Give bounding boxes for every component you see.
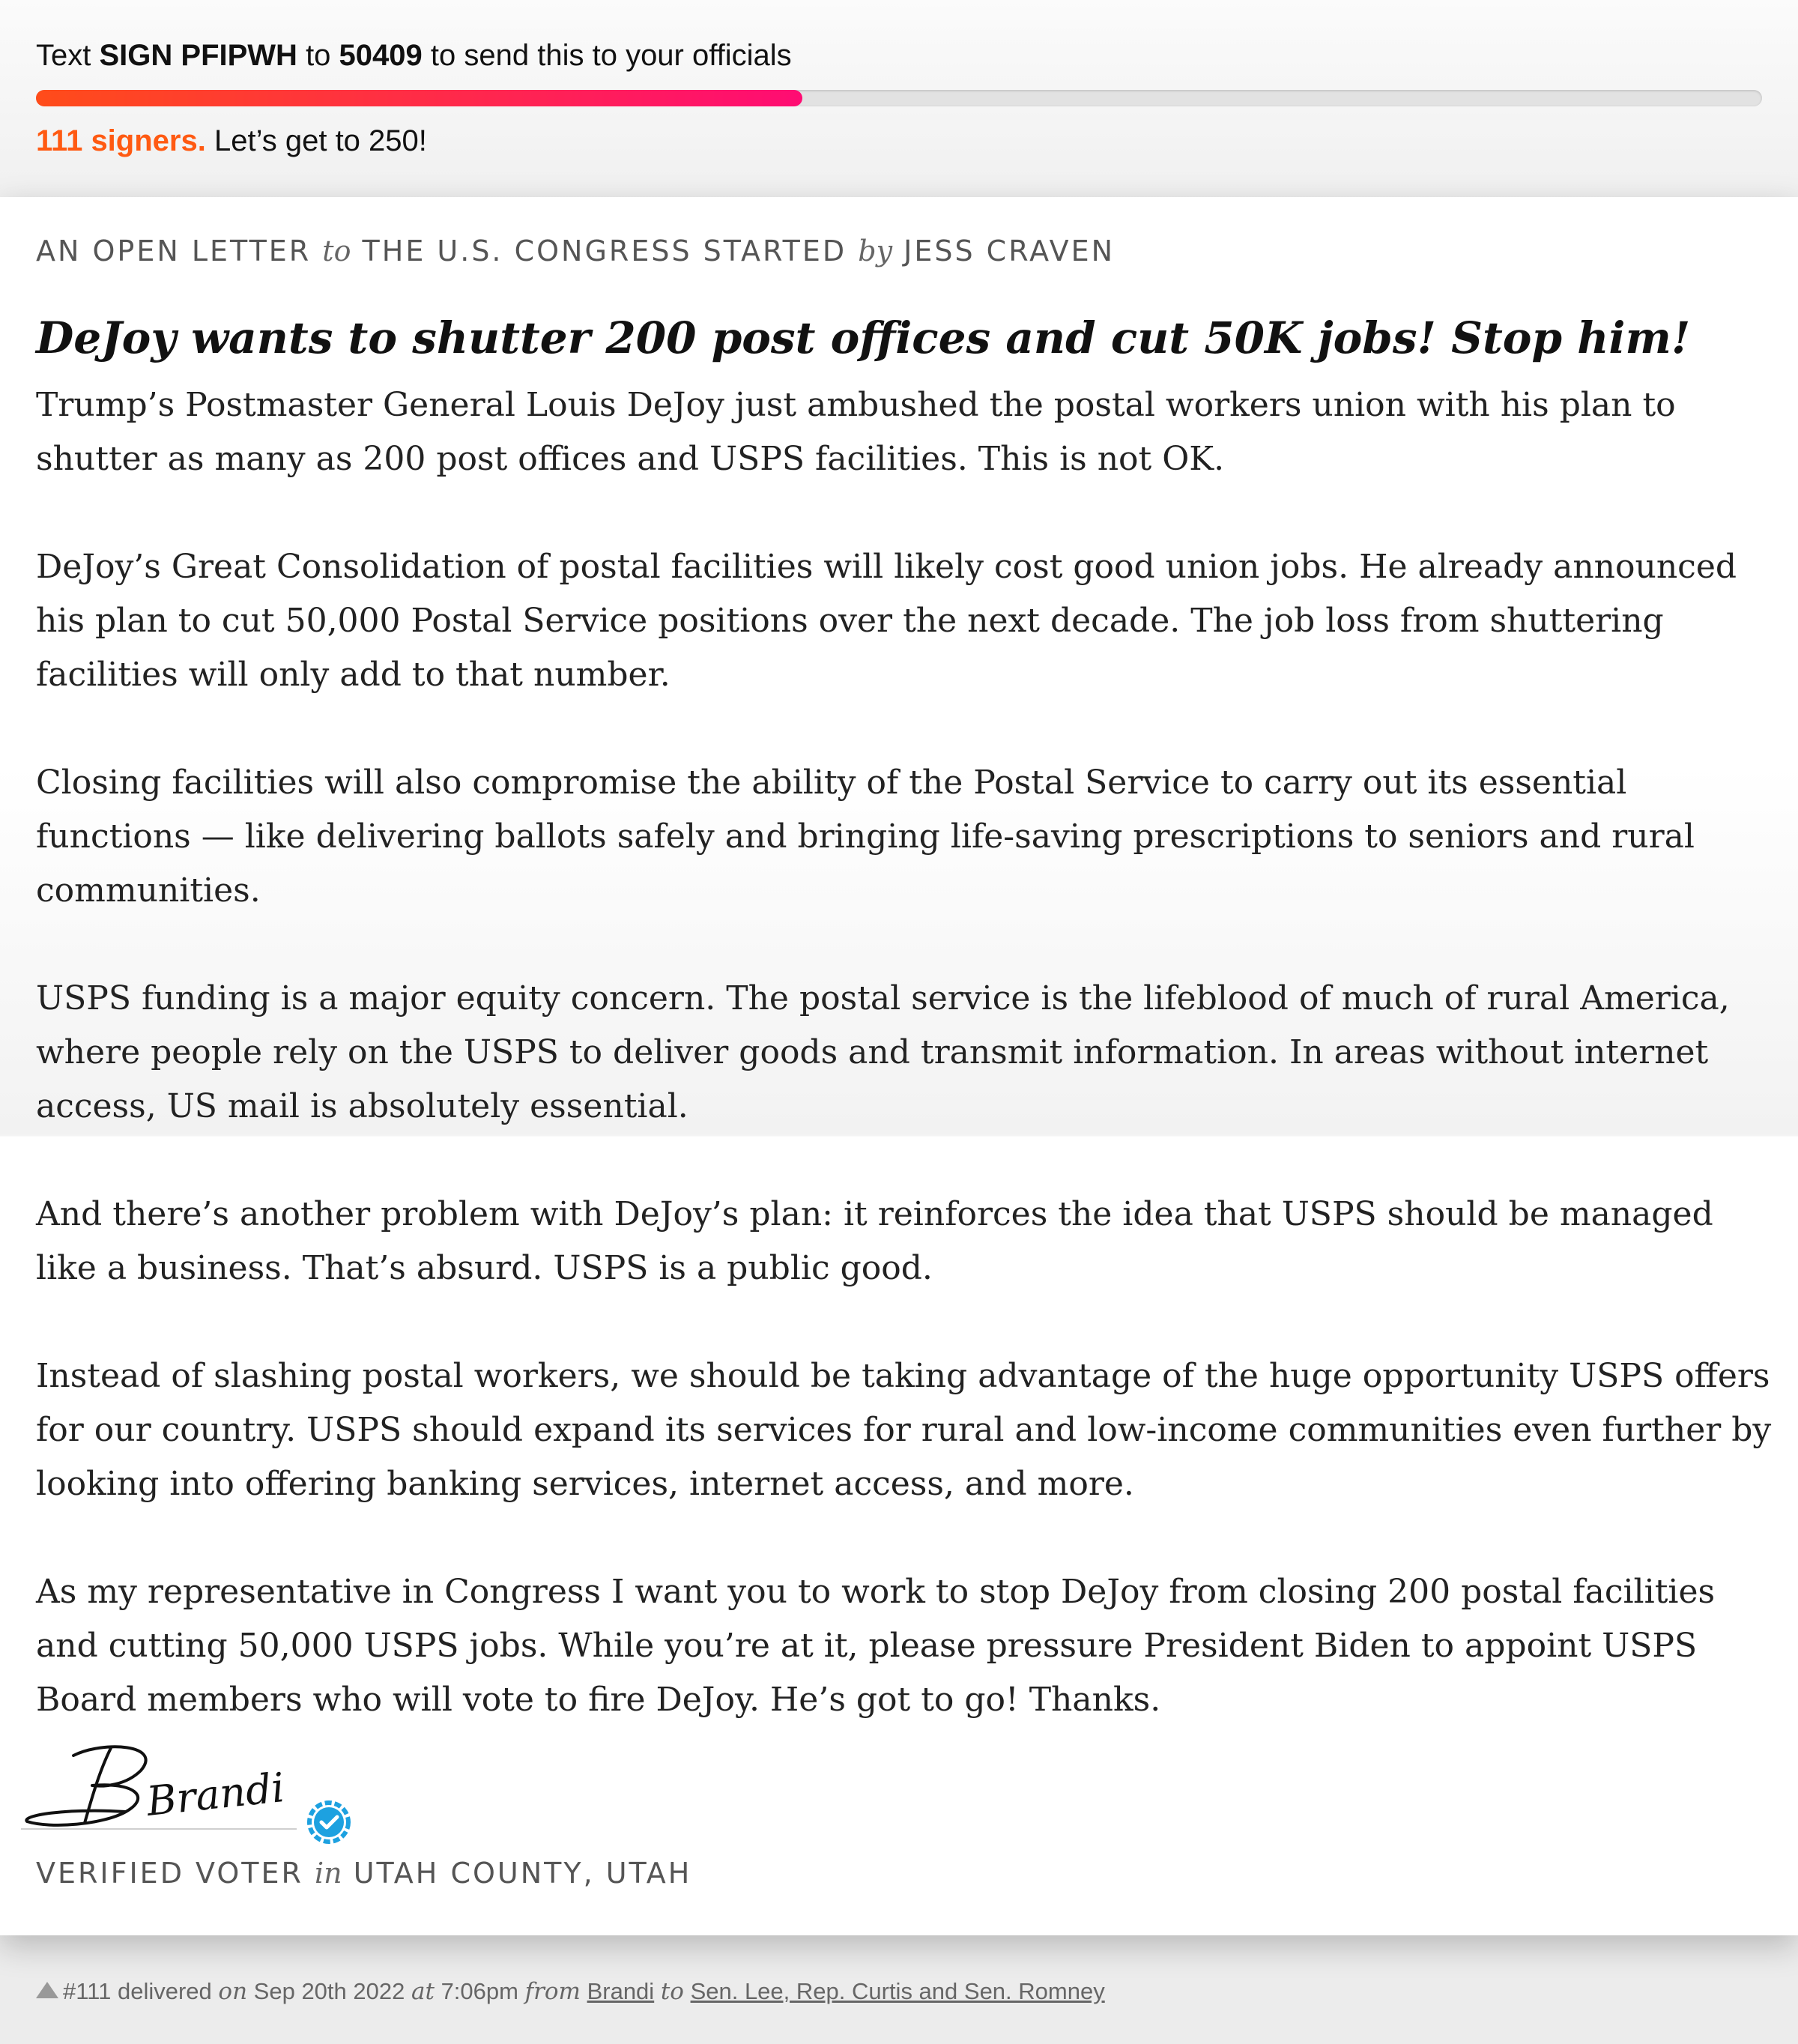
letter-byline bbox=[36, 235, 1115, 267]
sms-banner bbox=[0, 0, 1798, 197]
footer-on: on bbox=[218, 1978, 248, 2005]
signature-image bbox=[21, 1741, 321, 1830]
progress-fill bbox=[36, 90, 802, 106]
progress-bar bbox=[36, 90, 1762, 106]
byline-to: to bbox=[322, 235, 351, 267]
sms-to: to bbox=[306, 39, 331, 72]
sms-prefix: Text bbox=[36, 39, 91, 72]
voter-location: UTAH COUNTY, UTAH bbox=[353, 1857, 692, 1890]
sms-suffix: to send this to your officials bbox=[430, 39, 792, 72]
voter-in: in bbox=[315, 1857, 342, 1890]
recipients-link[interactable]: Sen. Lee, Rep. Curtis and Sen. Romney bbox=[690, 1978, 1105, 2004]
sender-link[interactable]: Brandi bbox=[587, 1978, 655, 2004]
verified-badge-icon bbox=[306, 1799, 352, 1845]
byline-author: JESS CRAVEN bbox=[903, 235, 1116, 267]
sms-keyword: SIGN PFIPWH bbox=[99, 39, 297, 72]
signature-line bbox=[21, 1828, 297, 1830]
signers-status bbox=[36, 120, 427, 162]
letter-body bbox=[36, 378, 1774, 1781]
letter-paragraph: Trump’s Postmaster General Louis DeJoy just ambushed the postal workers union with his plan to shutter as many as 200 post offices and USPS facilities. This is not OK. bbox=[36, 386, 1676, 478]
letter-paragraph: As my representative in Congress I want you to work to stop DeJoy from closing 200 postal facilities and cutting 50,000 USPS jobs. While you’re at it, please pressure President Biden to appoint USPS Board members who will vote to fire DeJoy. He’s got to go! Thanks. bbox=[36, 1573, 1716, 1719]
letter-title: DeJoy wants to shutter 200 post offices and cut 50K jobs! Stop him! bbox=[36, 312, 1691, 363]
footer-from: from bbox=[524, 1978, 581, 2005]
delivery-date: Sep 20th 2022 bbox=[253, 1978, 405, 2004]
letter-card bbox=[0, 197, 1798, 1935]
voter-label: VERIFIED VOTER bbox=[36, 1857, 303, 1890]
delivery-id: #111 delivered bbox=[63, 1978, 212, 2004]
letter-paragraph: And there’s another problem with DeJoy’s plan: it reinforces the idea that USPS should be managed like a business. That’s absurd. USPS is a public good. bbox=[36, 1195, 1713, 1287]
signers-goal: Let’s get to 250! bbox=[214, 124, 427, 157]
letter-paragraph: USPS funding is a major equity concern. The postal service is the lifeblood of much of rural America, where people rely on the USPS to deliver goods and transmit information. In areas without internet access, US mail is absolutely essential. bbox=[36, 979, 1730, 1125]
letter-paragraph: Instead of slashing postal workers, we should be taking advantage of the huge opportunity USPS offers for our country. USPS should expand its services for rural and low-income communities even further by looking into offering banking services, internet access, and more. bbox=[36, 1357, 1772, 1503]
letter-paragraph: DeJoy’s Great Consolidation of postal facilities will likely cost good union jobs. He already announced his plan to cut 50,000 Postal Service positions over the next decade. The job loss from shuttering facilities will only add to that number. bbox=[36, 548, 1737, 694]
delivery-footer bbox=[36, 1975, 1105, 2008]
byline-by: by bbox=[858, 235, 893, 267]
letter-paragraph: Closing facilities will also compromise the ability of the Postal Service to carry out its essential functions — like delivering ballots safely and bringing life-saving prescriptions to seniors and rural communities. bbox=[36, 764, 1695, 910]
sms-instructions bbox=[36, 34, 792, 76]
byline-recipient: THE U.S. CONGRESS STARTED bbox=[362, 235, 847, 267]
signers-count: 111 signers. bbox=[36, 124, 206, 157]
signature-name: Brandi bbox=[144, 1764, 287, 1825]
footer-to: to bbox=[660, 1978, 684, 2005]
verified-voter-line bbox=[36, 1857, 691, 1890]
footer-at: at bbox=[411, 1978, 435, 2005]
sms-number: 50409 bbox=[339, 39, 423, 72]
byline-open-letter: AN OPEN LETTER bbox=[36, 235, 312, 267]
upvote-icon[interactable] bbox=[36, 1982, 58, 1998]
delivery-time: 7:06pm bbox=[441, 1978, 518, 2004]
